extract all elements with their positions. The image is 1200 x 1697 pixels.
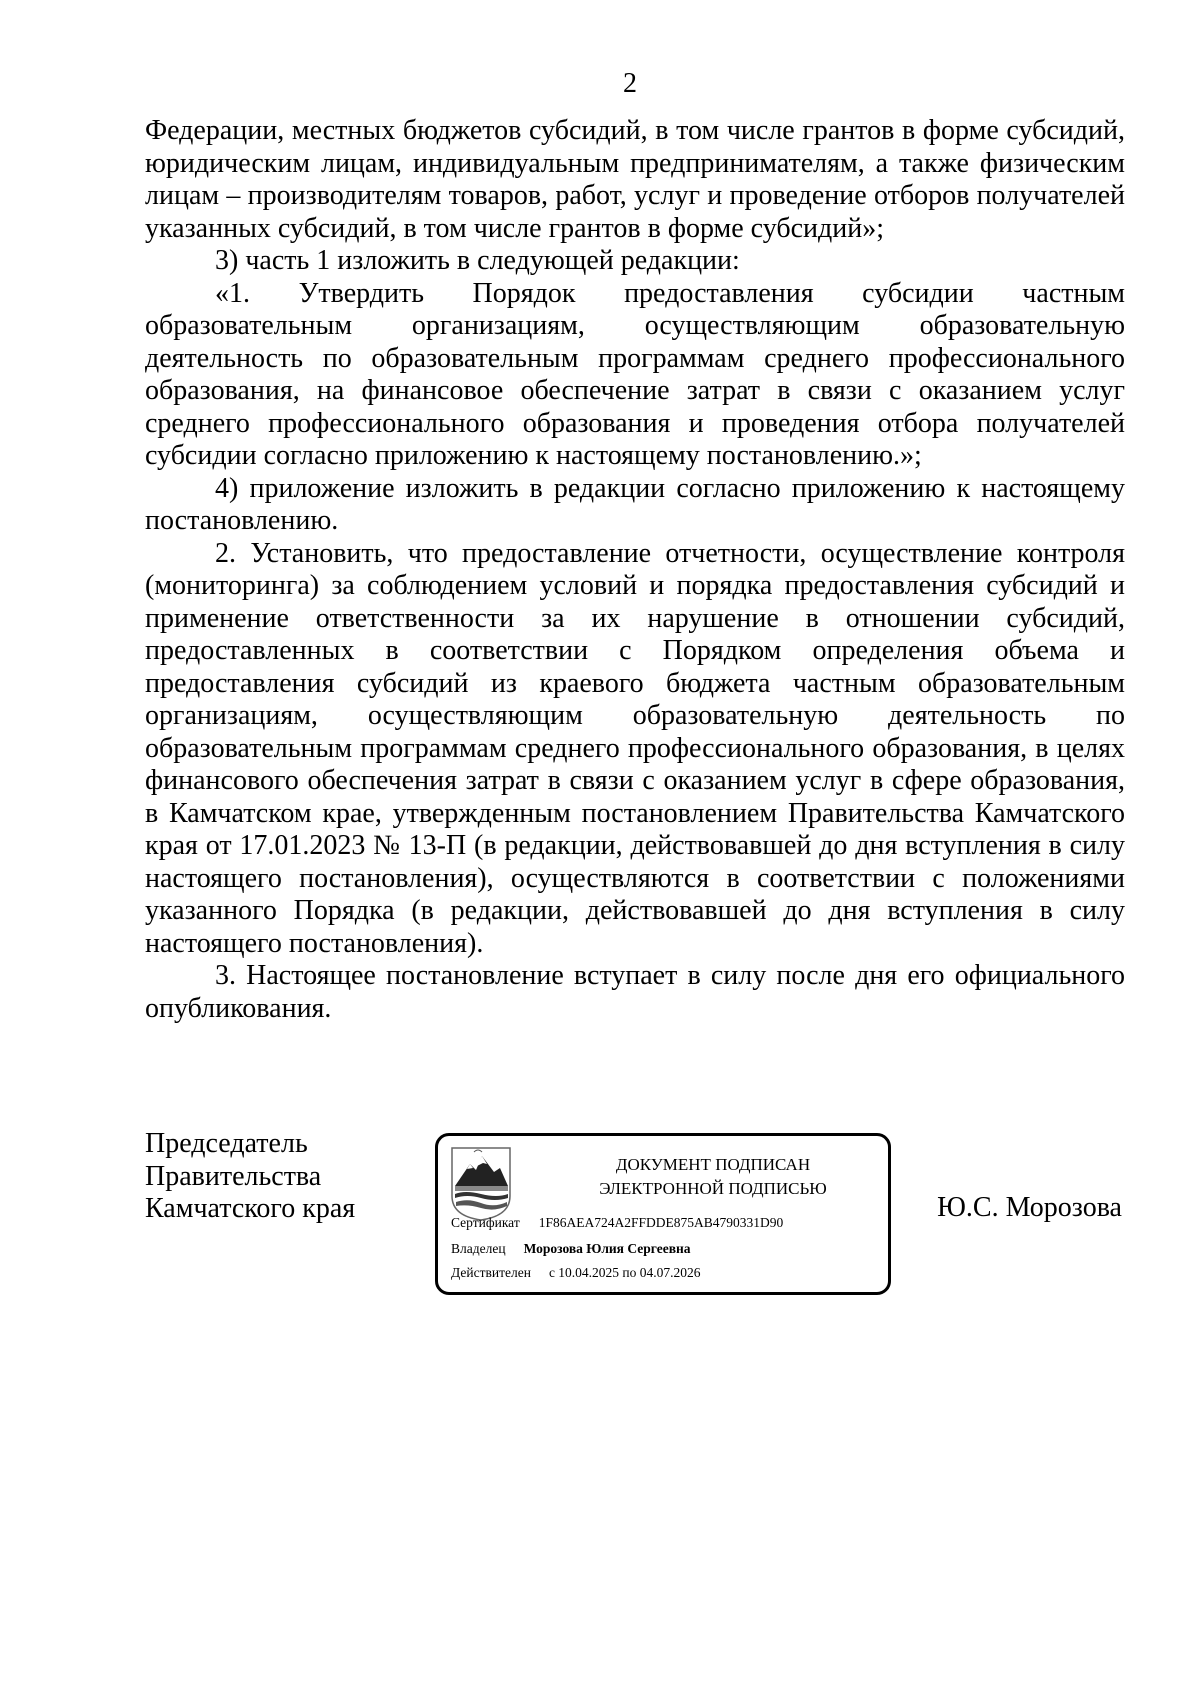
paragraph: 3) часть 1 изложить в следующей редакции: <box>215 245 740 276</box>
stamp-title-line: ДОКУМЕНТ ПОДПИСАН <box>615 1155 811 1174</box>
stamp-title-line: ЭЛЕКТРОННОЙ ПОДПИСЬЮ <box>599 1179 827 1198</box>
paragraph: 2. Установить, что предоставление отчетности, осуществление контроля (мониторинга) за соблюдением условий и порядка предоставления субсидий и применение ответственности за их нарушение в отношении субсидий, предоставленных в соответствии с Порядком определения объема и предоставления субсидий из краевого бюджета частным образовательным организациям, осуществляющим образовательную деятельность по образовательным программам среднего профессионального образования, в целях финансового обеспечения затрат в связи с оказанием услуг в сфере образования, в Камчатском крае, утвержденным постановлением Правительства Камчатского края от 17.01.2023 № 13-П (в редакции, действовавшей до дня вступления в силу настоящего постановления), осуществляются в соответствии с положениями указанного Порядка (в редакции, действовавшей до дня вступления в силу настоящего постановления). <box>145 537 1125 959</box>
stamp-certificate-value: 1F86AEA724A2FFDDE875AB4790331D90 <box>538 1215 784 1230</box>
document-body <box>145 115 1125 1025</box>
kamchatka-emblem-icon <box>450 1146 512 1222</box>
stamp-certificate-row <box>451 1214 783 1232</box>
stamp-owner-label: Владелец <box>451 1241 506 1256</box>
stamp-certificate-label: Сертификат <box>451 1215 520 1230</box>
stamp-validity-value: с 10.04.2025 по 04.07.2026 <box>548 1265 701 1280</box>
signatory-name: Ю.С. Морозова <box>937 1192 1122 1223</box>
signatory-position-line: Камчатского края <box>145 1193 356 1224</box>
paragraph: 4) приложение изложить в редакции согласно приложению к настоящему постановлению. <box>145 472 1125 536</box>
paragraph: «1. Утвердить Порядок предоставления субсидии частным образовательным организациям, осуществляющим образовательную деятельность по образовательным программам среднего профессионального образования, на финансовое обеспечение затрат в связи с оказанием услуг среднего профессионального образования и проведения отбора получателей субсидии согласно приложению к настоящему постановлению.»; <box>145 277 1125 471</box>
signatory-position-line: Правительства <box>145 1160 322 1192</box>
signatory-position <box>145 1128 355 1226</box>
stamp-owner-value: Морозова Юлия Сергеевна <box>523 1241 691 1256</box>
stamp-validity-row <box>451 1264 701 1282</box>
signatory-position-line: Председатель <box>145 1128 308 1159</box>
paragraph: Федерации, местных бюджетов субсидий, в том числе грантов в форме субсидий, юридическим лицам, индивидуальным предпринимателям, а также физическим лицам – производителям товаров, работ, услуг и проведение отборов получателей указанных субсидий, в том числе грантов в форме субсидий»; <box>145 115 1125 244</box>
electronic-signature-stamp <box>435 1133 891 1295</box>
stamp-validity-label: Действителен <box>451 1265 531 1280</box>
paragraph: 3. Настоящее постановление вступает в силу после дня его официального опубликования. <box>145 960 1125 1024</box>
stamp-owner-row <box>451 1240 691 1258</box>
page-number: 2 <box>623 68 637 99</box>
